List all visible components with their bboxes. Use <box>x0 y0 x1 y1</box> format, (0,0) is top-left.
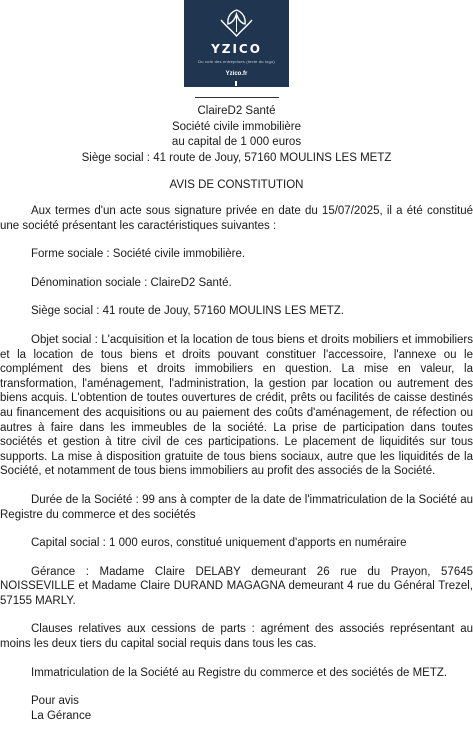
paragraph-capital: Capital social : 1 000 euros, constitué uniquement d'apports en numéraire <box>31 537 407 550</box>
paragraph-purpose: Objet social : L'acquisition et la location de tous biens et droits mobiliers et immobiliers et la location de tous biens et droits pouvant constituer l'accessoire, l'annexe ou le complément des biens et droits immobiliers en question. La mise en valeur, la transformation, l'aménagement, l'administration, la gestion par location ou autrement des biens acquis. L'obtention de toutes ouvertures de crédit, prêts ou facilités de caisse destinés au financement des acquisitions ou au paiement des coûts d'aménagement, de réfection ou autres à faire dans les immeubles de la société. La prise de participation dans toutes sociétés et gestion à titre civil de ces participations. Le placement de liquidités sur tous supports. La mise à disposition gratuite de tous biens sociaux, autre que les liquidités de la Société, et notamment de tous biens immobiliers au profit des associés de la Société. <box>0 333 473 478</box>
paragraph-transfer-clauses: Clauses relatives aux cessions de parts : agrément des associés représentant au moins les deux tiers du capital social requis dans tous les cas. <box>0 623 473 651</box>
yzico-logo <box>184 0 289 87</box>
company-header <box>40 104 433 166</box>
company-name: ClaireD2 Santé <box>197 105 276 117</box>
company-registered-office: Siège social : 41 route de Jouy, 57160 MOULINS LES METZ <box>81 151 392 164</box>
paragraph-office: Siège social : 41 route de Jouy, 57160 MOULINS LES METZ. <box>31 305 344 318</box>
paragraph-registration: Immatriculation de la Société au Registre du commerce et des sociétés de METZ. <box>31 666 448 679</box>
paragraph-management: Gérance : Madame Claire DELABY demeurant 26 rue du Prayon, 57645 NOISSEVILLE et Madame Claire DURAND MAGAGNA demeurant 4 rue du Général Trezel, 57155 MARLY. <box>0 565 473 607</box>
paragraph-duration: Durée de la Société : 99 ans à compter de la date de l'immatriculation de la Société au Registre du commerce et des sociétés <box>0 493 473 521</box>
notice-title: AVIS DE CONSTITUTION <box>169 179 304 191</box>
signature-line-1: Pour avis <box>31 695 79 708</box>
paragraph-intro: Aux termes d'un acte sous signature privée en date du 15/07/2025, il a été constitué une société présentant les caractéristiques suivantes : <box>0 205 473 232</box>
signature-line-2: La Gérance <box>31 710 92 723</box>
header-divider <box>195 97 279 98</box>
paragraph-name: Dénomination sociale : ClaireD2 Santé. <box>31 276 232 289</box>
yzico-leaf-icon <box>218 6 255 38</box>
logo-brand: YZICO <box>211 42 262 56</box>
notice-body <box>0 204 473 724</box>
company-capital: au capital de 1 000 euros <box>171 136 302 148</box>
logo-site: Yzico.fr <box>225 71 248 77</box>
logo-site-mark <box>235 81 237 86</box>
company-type: Société civile immobilière <box>171 120 302 133</box>
paragraph-legal-form: Forme sociale : Société civile immobilière. <box>31 248 246 261</box>
logo-tagline: Du cote des entreprises (texte du logo) <box>198 59 275 64</box>
